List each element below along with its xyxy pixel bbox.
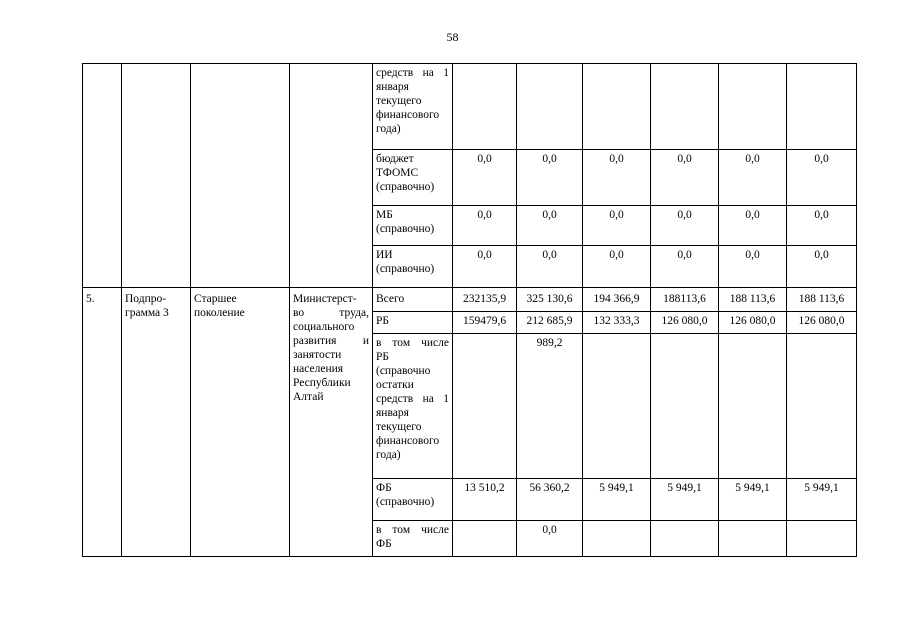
value-cell: 0,0: [583, 206, 651, 246]
value-cell: 325 130,6: [517, 288, 583, 312]
value-cell: 188 113,6: [719, 288, 787, 312]
funding-source-cell-line: в том числе: [376, 524, 449, 536]
value-cell: [719, 521, 787, 557]
funding-source-cell: [373, 64, 453, 150]
funding-source-cell: [373, 521, 453, 557]
funding-source-cell-line: РБ: [376, 315, 389, 327]
program-number: [83, 288, 122, 557]
value-cell: 0,0: [787, 206, 857, 246]
value-cell: 0,0: [787, 150, 857, 206]
value-cell: 0,0: [719, 246, 787, 288]
funding-source-cell-line: средств на 1: [376, 67, 449, 79]
value-cell: 126 080,0: [651, 312, 719, 334]
executor-cell: [290, 64, 373, 288]
subprogram-name-line: поколение: [194, 307, 245, 319]
value-cell: 5 949,1: [583, 479, 651, 521]
funding-source-cell-line: года): [376, 449, 401, 461]
executor-line: социального: [293, 321, 355, 333]
value-cell: 132 333,3: [583, 312, 651, 334]
funding-source-cell: [373, 206, 453, 246]
funding-source-cell: [373, 150, 453, 206]
subprogram-name-line: Старшее: [194, 293, 237, 305]
executor-line: во труда,: [293, 307, 369, 319]
value-cell: 188113,6: [651, 288, 719, 312]
value-cell: 126 080,0: [719, 312, 787, 334]
funding-source-cell: [373, 479, 453, 521]
value-cell: 0,0: [787, 246, 857, 288]
value-cell: 989,2: [517, 334, 583, 479]
value-cell: [719, 334, 787, 479]
name-cell: [191, 64, 290, 288]
executor-line: населения: [293, 363, 344, 375]
value-cell: 126 080,0: [787, 312, 857, 334]
subprogram-label-line: Подпро-: [125, 293, 167, 305]
funding-source-cell-line: (справочно: [376, 365, 431, 377]
executor-line: Республики: [293, 377, 351, 389]
funding-source-cell-line: (справочно): [376, 181, 435, 193]
funding-source-cell: [373, 312, 453, 334]
value-cell: 56 360,2: [517, 479, 583, 521]
funding-source-cell-line: текущего: [376, 421, 422, 433]
value-cell: 0,0: [453, 246, 517, 288]
executor-line: Министерст-: [293, 293, 357, 305]
funding-source-cell-line: ФБ: [376, 482, 392, 494]
value-cell: 0,0: [719, 150, 787, 206]
value-cell: 194 366,9: [583, 288, 651, 312]
page-number: 58: [446, 30, 459, 44]
funding-source-cell-line: Всего: [376, 293, 405, 305]
value-cell: 159479,6: [453, 312, 517, 334]
value-cell: 5 949,1: [787, 479, 857, 521]
value-cell: 5 949,1: [651, 479, 719, 521]
subprogram-label-line: грамма 3: [125, 307, 169, 319]
value-cell: 0,0: [517, 150, 583, 206]
funding-source-cell-line: средств на 1: [376, 393, 449, 405]
subprogram-cell: [122, 64, 191, 288]
value-cell: 212 685,9: [517, 312, 583, 334]
executor: [290, 288, 373, 557]
funding-source-cell: [373, 246, 453, 288]
funding-source-cell-line: ФБ: [376, 538, 392, 550]
funding-source-cell-line: бюджет: [376, 153, 414, 165]
table-body: [83, 64, 857, 557]
value-cell: 0,0: [517, 246, 583, 288]
funding-source-cell-line: ИИ: [376, 249, 393, 261]
value-cell: 0,0: [583, 150, 651, 206]
value-cell: [453, 334, 517, 479]
executor-line: занятости: [293, 349, 342, 361]
value-cell: [583, 334, 651, 479]
value-cell: [787, 521, 857, 557]
budget-table: [82, 63, 857, 557]
value-cell: 232135,9: [453, 288, 517, 312]
funding-source-cell-line: (справочно): [376, 263, 435, 275]
funding-source-cell-line: (справочно): [376, 223, 435, 235]
funding-source-cell-line: ТФОМС: [376, 167, 419, 179]
funding-source-cell-line: года): [376, 123, 401, 135]
funding-source-cell-line: РБ: [376, 351, 389, 363]
executor-line: Алтай: [293, 391, 324, 403]
table-row: [83, 64, 857, 150]
value-cell: 0,0: [453, 206, 517, 246]
executor-line: развития и: [293, 335, 369, 347]
funding-source-cell-line: финансового: [376, 435, 440, 447]
funding-source-cell-line: (справочно): [376, 496, 435, 508]
funding-source-cell-line: остатки: [376, 379, 414, 391]
value-cell: [453, 521, 517, 557]
value-cell: [719, 64, 787, 150]
value-cell: [583, 64, 651, 150]
value-cell: [453, 64, 517, 150]
subprogram-label: [122, 288, 191, 557]
value-cell: 0,0: [651, 150, 719, 206]
funding-source-cell-line: МБ: [376, 209, 393, 221]
number-cell: [83, 64, 122, 288]
program-number-line: 5.: [86, 293, 95, 305]
value-cell: 0,0: [651, 246, 719, 288]
funding-source-cell: [373, 334, 453, 479]
value-cell: 188 113,6: [787, 288, 857, 312]
value-cell: [651, 64, 719, 150]
value-cell: 0,0: [453, 150, 517, 206]
value-cell: [517, 64, 583, 150]
funding-source-cell-line: января: [376, 81, 409, 93]
value-cell: [651, 334, 719, 479]
value-cell: 0,0: [651, 206, 719, 246]
value-cell: 0,0: [583, 246, 651, 288]
value-cell: [787, 64, 857, 150]
value-cell: [583, 521, 651, 557]
value-cell: 0,0: [517, 521, 583, 557]
funding-source-cell-line: января: [376, 407, 409, 419]
funding-source-cell: [373, 288, 453, 312]
value-cell: 5 949,1: [719, 479, 787, 521]
value-cell: 0,0: [517, 206, 583, 246]
funding-source-cell-line: текущего: [376, 95, 422, 107]
value-cell: 0,0: [719, 206, 787, 246]
funding-source-cell-line: в том числе: [376, 337, 449, 349]
subprogram-name: [191, 288, 290, 557]
value-cell: [651, 521, 719, 557]
funding-source-cell-line: финансового: [376, 109, 440, 121]
value-cell: [787, 334, 857, 479]
table-row: [83, 288, 857, 312]
value-cell: 13 510,2: [453, 479, 517, 521]
